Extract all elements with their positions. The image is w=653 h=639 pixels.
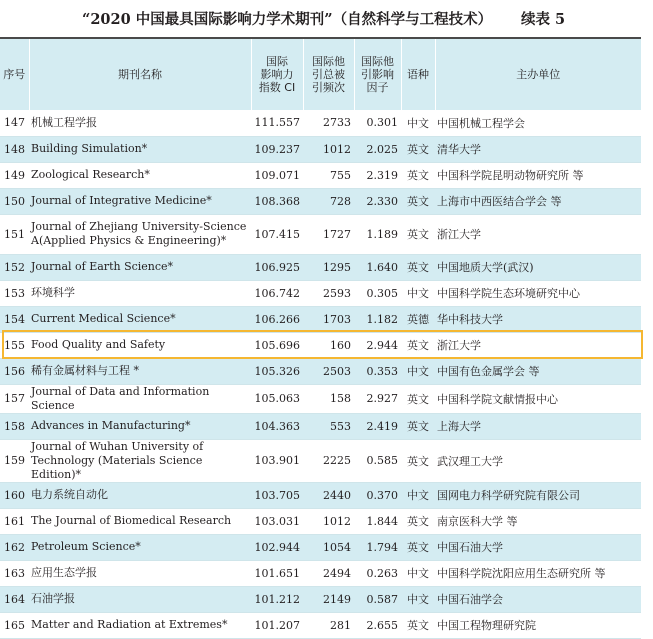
organization: 南京医科大学 等 bbox=[435, 508, 641, 534]
ci-value: 106.266 bbox=[251, 306, 303, 332]
ci-value: 103.705 bbox=[251, 482, 303, 508]
journal-name: 环境科学 bbox=[29, 280, 251, 306]
citation-count: 2733 bbox=[303, 110, 354, 136]
language: 中文 bbox=[401, 560, 435, 586]
table-row bbox=[0, 188, 641, 214]
organization: 浙江大学 bbox=[435, 332, 641, 358]
organization: 中国科学院生态环境研究中心 bbox=[435, 280, 641, 306]
row-number: 148 bbox=[0, 136, 29, 162]
table-row bbox=[0, 560, 641, 586]
table-row bbox=[0, 534, 641, 560]
ci-value: 103.901 bbox=[251, 439, 303, 482]
row-number: 152 bbox=[0, 254, 29, 280]
language: 英文 bbox=[401, 214, 435, 254]
citation-count: 1727 bbox=[303, 214, 354, 254]
table-header-row bbox=[0, 39, 641, 110]
impact-factor: 2.330 bbox=[354, 188, 401, 214]
impact-factor: 1.189 bbox=[354, 214, 401, 254]
journal-table bbox=[0, 39, 641, 639]
ci-value: 101.212 bbox=[251, 586, 303, 612]
language: 英文 bbox=[401, 254, 435, 280]
language: 英文 bbox=[401, 162, 435, 188]
citation-count: 1054 bbox=[303, 534, 354, 560]
organization: 中国石油大学 bbox=[435, 534, 641, 560]
impact-factor: 2.655 bbox=[354, 612, 401, 638]
table-row bbox=[0, 612, 641, 638]
page-header bbox=[0, 8, 653, 32]
impact-factor: 2.319 bbox=[354, 162, 401, 188]
table-row bbox=[0, 254, 641, 280]
table-row bbox=[0, 508, 641, 534]
continued-label: 续表 5 bbox=[521, 11, 566, 28]
language: 英文 bbox=[401, 439, 435, 482]
journal-name: Journal of Wuhan University of Technology (Materials Science Edition)* bbox=[29, 439, 251, 482]
impact-factor: 2.927 bbox=[354, 384, 401, 413]
organization: 华中科技大学 bbox=[435, 306, 641, 332]
table-row bbox=[0, 413, 641, 439]
row-number: 155 bbox=[0, 332, 29, 358]
journal-name: 机械工程学报 bbox=[29, 110, 251, 136]
row-number: 161 bbox=[0, 508, 29, 534]
journal-name: Current Medical Science* bbox=[29, 306, 251, 332]
impact-factor: 0.305 bbox=[354, 280, 401, 306]
table-row bbox=[0, 332, 641, 358]
citation-count: 755 bbox=[303, 162, 354, 188]
ci-value: 106.742 bbox=[251, 280, 303, 306]
row-number: 147 bbox=[0, 110, 29, 136]
citation-count: 1295 bbox=[303, 254, 354, 280]
ci-value: 111.557 bbox=[251, 110, 303, 136]
organization: 中国科学院文献情报中心 bbox=[435, 384, 641, 413]
language: 中文 bbox=[401, 586, 435, 612]
organization: 浙江大学 bbox=[435, 214, 641, 254]
journal-name: Journal of Data and Information Science bbox=[29, 384, 251, 413]
citation-count: 1703 bbox=[303, 306, 354, 332]
language: 英文 bbox=[401, 534, 435, 560]
journal-name: Journal of Zhejiang University-Science A(Applied Physics & Engineering)* bbox=[29, 214, 251, 254]
organization: 中国石油学会 bbox=[435, 586, 641, 612]
citation-count: 281 bbox=[303, 612, 354, 638]
row-number: 162 bbox=[0, 534, 29, 560]
journal-name: Building Simulation* bbox=[29, 136, 251, 162]
row-number: 165 bbox=[0, 612, 29, 638]
citation-count: 728 bbox=[303, 188, 354, 214]
impact-factor: 1.794 bbox=[354, 534, 401, 560]
row-number: 160 bbox=[0, 482, 29, 508]
ci-value: 109.071 bbox=[251, 162, 303, 188]
citation-count: 2593 bbox=[303, 280, 354, 306]
header-language: 语种 bbox=[401, 39, 435, 110]
row-number: 157 bbox=[0, 384, 29, 413]
impact-factor: 1.844 bbox=[354, 508, 401, 534]
language: 英文 bbox=[401, 188, 435, 214]
journal-name: Journal of Integrative Medicine* bbox=[29, 188, 251, 214]
ci-value: 104.363 bbox=[251, 413, 303, 439]
journal-name: Journal of Earth Science* bbox=[29, 254, 251, 280]
citation-count: 2503 bbox=[303, 358, 354, 384]
language: 英文 bbox=[401, 413, 435, 439]
row-number: 163 bbox=[0, 560, 29, 586]
table-row bbox=[0, 214, 641, 254]
header-no: 序号 bbox=[0, 39, 29, 110]
organization: 中国机械工程学会 bbox=[435, 110, 641, 136]
journal-name: The Journal of Biomedical Research bbox=[29, 508, 251, 534]
table-row bbox=[0, 110, 641, 136]
citation-count: 160 bbox=[303, 332, 354, 358]
organization: 中国科学院昆明动物研究所 等 bbox=[435, 162, 641, 188]
organization: 中国科学院沈阳应用生态研究所 等 bbox=[435, 560, 641, 586]
impact-factor: 0.587 bbox=[354, 586, 401, 612]
language: 英文 bbox=[401, 612, 435, 638]
ci-value: 105.696 bbox=[251, 332, 303, 358]
row-number: 151 bbox=[0, 214, 29, 254]
journal-name: Advances in Manufacturing* bbox=[29, 413, 251, 439]
impact-factor: 0.370 bbox=[354, 482, 401, 508]
language: 英文 bbox=[401, 508, 435, 534]
impact-factor: 1.182 bbox=[354, 306, 401, 332]
journal-name: 稀有金属材料与工程 * bbox=[29, 358, 251, 384]
row-number: 150 bbox=[0, 188, 29, 214]
citation-count: 1012 bbox=[303, 136, 354, 162]
table-row bbox=[0, 482, 641, 508]
header-impact-factor: 国际他 引影响 因子 bbox=[354, 39, 401, 110]
impact-factor: 0.585 bbox=[354, 439, 401, 482]
citation-count: 1012 bbox=[303, 508, 354, 534]
table-row bbox=[0, 384, 641, 413]
row-number: 158 bbox=[0, 413, 29, 439]
table-row bbox=[0, 136, 641, 162]
impact-factor: 0.353 bbox=[354, 358, 401, 384]
row-number: 149 bbox=[0, 162, 29, 188]
language: 中文 bbox=[401, 280, 435, 306]
ci-value: 103.031 bbox=[251, 508, 303, 534]
citation-count: 553 bbox=[303, 413, 354, 439]
ci-value: 108.368 bbox=[251, 188, 303, 214]
ci-value: 106.925 bbox=[251, 254, 303, 280]
organization: 清华大学 bbox=[435, 136, 641, 162]
ci-value: 101.207 bbox=[251, 612, 303, 638]
ci-value: 109.237 bbox=[251, 136, 303, 162]
ci-value: 107.415 bbox=[251, 214, 303, 254]
language: 英文 bbox=[401, 332, 435, 358]
ci-value: 101.651 bbox=[251, 560, 303, 586]
citation-count: 2440 bbox=[303, 482, 354, 508]
organization: 武汉理工大学 bbox=[435, 439, 641, 482]
row-number: 153 bbox=[0, 280, 29, 306]
language: 中文 bbox=[401, 358, 435, 384]
language: 英文 bbox=[401, 384, 435, 413]
page-title: “2020 中国最具国际影响力学术期刊”（自然科学与工程技术） bbox=[82, 11, 493, 28]
citation-count: 2149 bbox=[303, 586, 354, 612]
journal-name: 电力系统自动化 bbox=[29, 482, 251, 508]
organization: 中国有色金属学会 等 bbox=[435, 358, 641, 384]
header-ci: 国际 影响力 指数 CI bbox=[251, 39, 303, 110]
citation-count: 158 bbox=[303, 384, 354, 413]
header-citations: 国际他 引总被 引频次 bbox=[303, 39, 354, 110]
organization: 国网电力科学研究院有限公司 bbox=[435, 482, 641, 508]
header-organization: 主办单位 bbox=[435, 39, 641, 110]
language: 英文 bbox=[401, 136, 435, 162]
language: 中文 bbox=[401, 110, 435, 136]
language: 英德 bbox=[401, 306, 435, 332]
table-row bbox=[0, 586, 641, 612]
row-number: 159 bbox=[0, 439, 29, 482]
impact-factor: 1.640 bbox=[354, 254, 401, 280]
table-row bbox=[0, 306, 641, 332]
table-row bbox=[0, 358, 641, 384]
citation-count: 2494 bbox=[303, 560, 354, 586]
language: 中文 bbox=[401, 482, 435, 508]
impact-factor: 0.301 bbox=[354, 110, 401, 136]
impact-factor: 0.263 bbox=[354, 560, 401, 586]
impact-factor: 2.944 bbox=[354, 332, 401, 358]
row-number: 164 bbox=[0, 586, 29, 612]
table-row bbox=[0, 280, 641, 306]
organization: 上海市中西医结合学会 等 bbox=[435, 188, 641, 214]
ci-value: 102.944 bbox=[251, 534, 303, 560]
row-number: 156 bbox=[0, 358, 29, 384]
journal-name: 石油学报 bbox=[29, 586, 251, 612]
impact-factor: 2.419 bbox=[354, 413, 401, 439]
header-name: 期刊名称 bbox=[29, 39, 251, 110]
organization: 上海大学 bbox=[435, 413, 641, 439]
table-row bbox=[0, 439, 641, 482]
table-row bbox=[0, 162, 641, 188]
citation-count: 2225 bbox=[303, 439, 354, 482]
journal-name: Matter and Radiation at Extremes* bbox=[29, 612, 251, 638]
ci-value: 105.063 bbox=[251, 384, 303, 413]
impact-factor: 2.025 bbox=[354, 136, 401, 162]
ci-value: 105.326 bbox=[251, 358, 303, 384]
journal-name: Zoological Research* bbox=[29, 162, 251, 188]
journal-name: Food Quality and Safety bbox=[29, 332, 251, 358]
journal-name: 应用生态学报 bbox=[29, 560, 251, 586]
organization: 中国工程物理研究院 bbox=[435, 612, 641, 638]
journal-name: Petroleum Science* bbox=[29, 534, 251, 560]
row-number: 154 bbox=[0, 306, 29, 332]
organization: 中国地质大学(武汉) bbox=[435, 254, 641, 280]
